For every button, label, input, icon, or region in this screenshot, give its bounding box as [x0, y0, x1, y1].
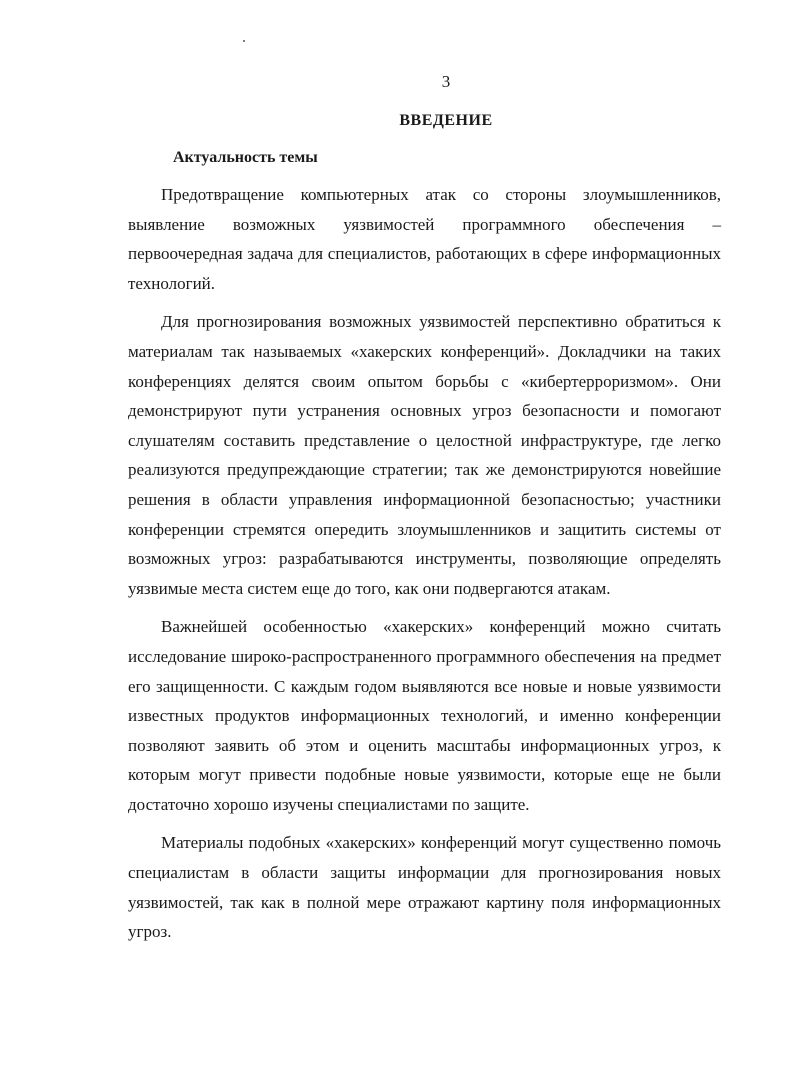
- body-text: [128, 180, 721, 947]
- subsection-title: Актуальность темы: [173, 149, 318, 166]
- section-title: ВВЕДЕНИЕ: [399, 112, 493, 129]
- paragraph-2: Для прогнозирования возможных уязвимостей перспективно обратиться к материалам так называемых «хакерских конференций». Докладчики на таких конференциях делятся своим опытом борьбы с «кибертерроризмом». Они демонстрируют пути устранения основных угроз безопасности и помогают слушателям составить представление о целостной инфраструктуре, где легко реализуются предупреждающие стратегии; так же демонстрируются новейшие решения в области управления информационной безопасностью; участники конференции стремятся опередить злоумышленников и защитить системы от возможных угроз: разрабатываются инструменты, позволяющие определять уязвимые места систем еще до того, как они подвергаются атакам.: [128, 312, 721, 598]
- paragraph-1: Предотвращение компьютерных атак со стороны злоумышленников, выявление возможных уязвимостей программного обеспечения – первоочередная задача для специалистов, работающих в сфере информационных технологий.: [128, 185, 721, 293]
- page-number: 3: [441, 72, 451, 91]
- scan-speck: [243, 40, 245, 42]
- paragraph-4: Материалы подобных «хакерских» конференций могут существенно помочь специалистам в области защиты информации для прогнозирования новых уязвимостей, так как в полной мере отражают картину поля информационных угроз.: [128, 833, 721, 942]
- paragraph-3: Важнейшей особенностью «хакерских» конференций можно считать исследование широко-распространенного программного обеспечения на предмет его защищенности. С каждым годом выявляются все новые и новые уязвимости известных продуктов информационных технологий, и именно конференции позволяют заявить об этом и оценить масштабы информационных угроз, к которым могут привести подобные новые уязвимости, которые еще не были достаточно хорошо изучены специалистами по защите.: [128, 617, 721, 814]
